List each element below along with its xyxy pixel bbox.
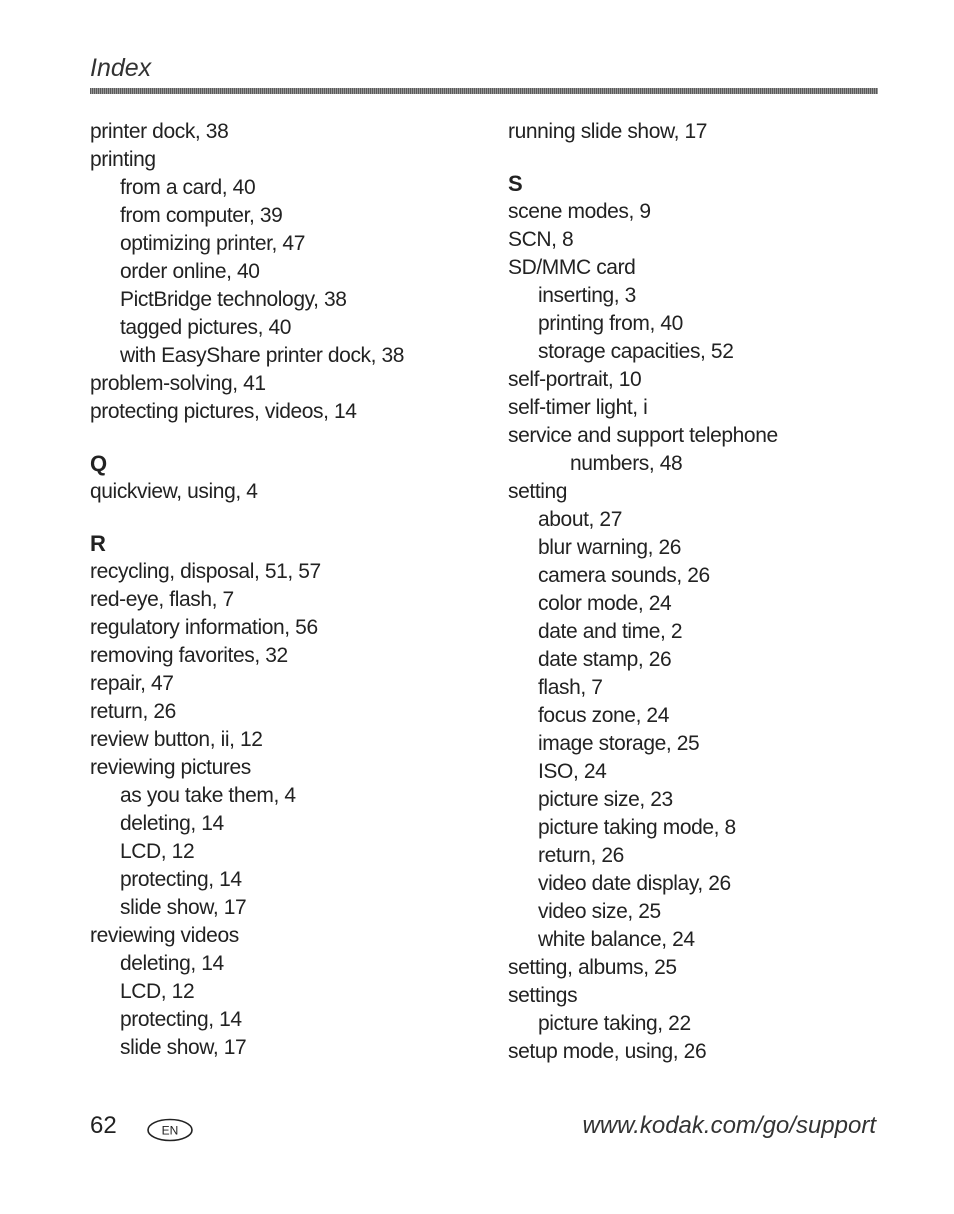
page-header-title: Index (90, 54, 152, 82)
index-subentry: date stamp, 26 (538, 648, 672, 671)
index-entry: SD/MMC card (508, 256, 636, 279)
index-section-letter: Q (90, 451, 107, 476)
index-subentry: optimizing printer, 47 (120, 232, 305, 255)
index-entry: problem-solving, 41 (90, 372, 266, 395)
index-entry: red-eye, flash, 7 (90, 588, 234, 611)
index-subentry: LCD, 12 (120, 980, 195, 1003)
index-subentry: date and time, 2 (538, 620, 683, 643)
index-entry: protecting pictures, videos, 14 (90, 400, 357, 423)
index-entry: settings (508, 984, 578, 1007)
index-subentry: order online, 40 (120, 260, 260, 283)
index-subentry: focus zone, 24 (538, 704, 669, 727)
index-column-left (90, 118, 490, 1062)
index-entry: scene modes, 9 (508, 200, 651, 223)
index-entry: quickview, using, 4 (90, 480, 258, 503)
index-entry: reviewing videos (90, 924, 239, 947)
index-subentry: from computer, 39 (120, 204, 283, 227)
index-subentry: slide show, 17 (120, 896, 247, 919)
index-subentry: protecting, 14 (120, 1008, 242, 1031)
index-subentry: video size, 25 (538, 900, 661, 923)
index-entry: self-portrait, 10 (508, 368, 642, 391)
index-subentry: protecting, 14 (120, 868, 242, 891)
index-entry: recycling, disposal, 51, 57 (90, 560, 321, 583)
index-subentry: as you take them, 4 (120, 784, 296, 807)
index-entry: setting (508, 480, 568, 503)
index-subentry: from a card, 40 (120, 176, 256, 199)
index-subentry: printing from, 40 (538, 312, 683, 335)
index-subentry: video date display, 26 (538, 872, 731, 895)
index-subentry: about, 27 (538, 508, 622, 531)
index-entry: removing favorites, 32 (90, 644, 288, 667)
index-subentry: flash, 7 (538, 676, 603, 699)
index-subentry: picture size, 23 (538, 788, 673, 811)
index-entry: printing (90, 148, 156, 171)
index-entry: regulatory information, 56 (90, 616, 318, 639)
index-subentry: blur warning, 26 (538, 536, 682, 559)
index-subentry: numbers, 48 (570, 452, 683, 475)
index-subentry: PictBridge technology, 38 (120, 288, 347, 311)
language-badge-label: EN (161, 1123, 179, 1138)
index-column-right (508, 118, 888, 1066)
index-subentry: white balance, 24 (538, 928, 695, 951)
index-entry: self-timer light, i (508, 396, 648, 419)
index-entry: SCN, 8 (508, 228, 574, 251)
index-subentry: picture taking mode, 8 (538, 816, 736, 839)
index-subentry: inserting, 3 (538, 284, 636, 307)
index-subentry: slide show, 17 (120, 1036, 247, 1059)
index-subentry: deleting, 14 (120, 812, 224, 835)
language-badge-icon (146, 1118, 194, 1142)
index-entry: return, 26 (90, 700, 176, 723)
index-entry: running slide show, 17 (508, 120, 708, 143)
index-entry: reviewing pictures (90, 756, 251, 779)
index-subentry: LCD, 12 (120, 840, 195, 863)
index-subentry: deleting, 14 (120, 952, 224, 975)
index-subentry: color mode, 24 (538, 592, 672, 615)
index-subentry: with EasyShare printer dock, 38 (120, 344, 405, 367)
index-section-letter: S (508, 171, 523, 196)
index-entry: repair, 47 (90, 672, 174, 695)
index-entry: review button, ii, 12 (90, 728, 263, 751)
index-subentry: camera sounds, 26 (538, 564, 710, 587)
index-subentry: ISO, 24 (538, 760, 607, 783)
header-rule (90, 88, 878, 94)
index-entry: service and support telephone (508, 424, 778, 447)
index-subentry: image storage, 25 (538, 732, 700, 755)
index-subentry: storage capacities, 52 (538, 340, 734, 363)
page-number: 62 (90, 1112, 117, 1139)
index-subentry: picture taking, 22 (538, 1012, 691, 1035)
index-entry: printer dock, 38 (90, 120, 229, 143)
index-subentry: tagged pictures, 40 (120, 316, 292, 339)
index-entry: setting, albums, 25 (508, 956, 677, 979)
index-section-letter: R (90, 531, 106, 556)
support-url: www.kodak.com/go/support (582, 1112, 876, 1139)
index-subentry: return, 26 (538, 844, 624, 867)
index-entry: setup mode, using, 26 (508, 1040, 707, 1063)
